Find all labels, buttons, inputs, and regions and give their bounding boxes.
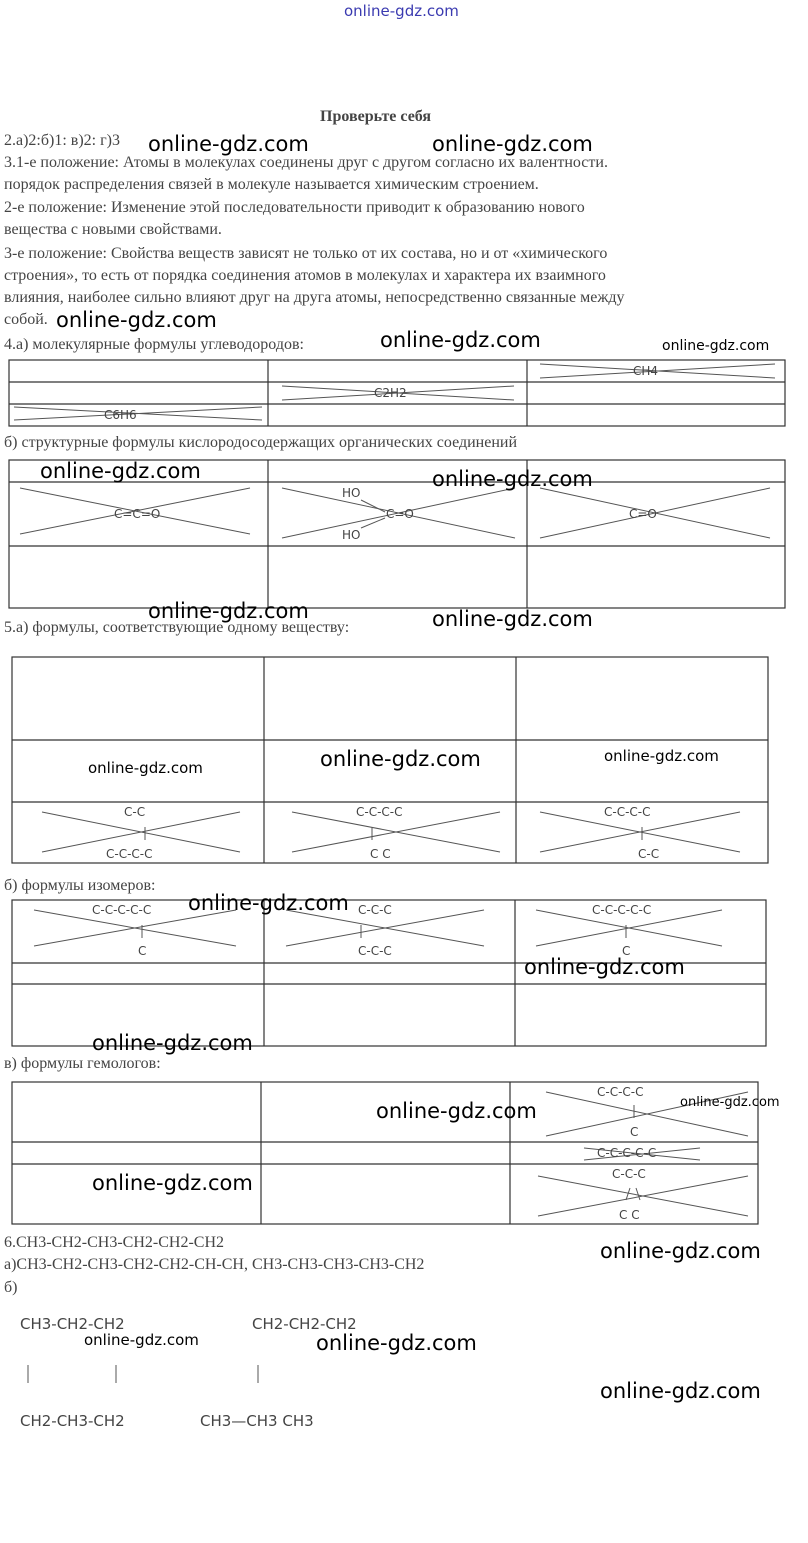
watermark: online-gdz.com <box>92 1171 253 1195</box>
page-title: Проверьте себя <box>320 108 432 125</box>
answer-3-line2: порядок распределения связей в молекуле называется химическим строением. <box>4 176 539 193</box>
answer-4b-label: б) структурные формулы кислородосодержащих органических соединений <box>4 434 518 451</box>
struct-1-bottom: CH2-CH3-CH2 <box>20 1412 125 1430</box>
struct-2-bottom: CH3—CH3 CH3 <box>200 1412 314 1430</box>
answer-6b: б) <box>4 1279 18 1296</box>
watermark: online-gdz.com <box>662 338 770 354</box>
watermark: online-gdz.com <box>92 1031 253 1055</box>
answer-6: 6.CH3-CH2-CH3-CH2-CH2-CH2 <box>4 1234 224 1251</box>
formula-5b-2-top: C-C-C <box>358 903 392 917</box>
formula-5b-3-top: C-C-C-C-C <box>592 903 652 917</box>
watermark: online-gdz.com <box>84 1331 199 1349</box>
formula-ho-top: HO <box>342 486 361 500</box>
formula-5c-1-bottom: C <box>630 1125 639 1139</box>
formula-5a-3-bottom: C-C <box>638 847 660 861</box>
formula-5a-1-bottom: C-C-C-C <box>106 847 153 861</box>
watermark: online-gdz.com <box>432 132 593 156</box>
answer-5c-label: в) формулы гемологов: <box>4 1055 161 1072</box>
formula-5c-2: C-C-C-C-C <box>597 1146 657 1160</box>
formula-5c-3-top: C-C-C <box>612 1167 646 1181</box>
answer-6a: а)CH3-CH2-CH3-CH2-CH2-CH-CH, CH3-CH3-CH3-CH3-CH2 <box>4 1256 425 1273</box>
formula-5b-2-bottom: C-C-C <box>358 944 392 958</box>
formula-ch4: CH4 <box>633 364 659 378</box>
formula-carbonic: C=O <box>386 507 414 521</box>
formula-5c-3-bottom: C C <box>619 1208 640 1222</box>
header-watermark: online-gdz.com <box>344 2 459 20</box>
watermark: online-gdz.com <box>56 308 217 332</box>
answer-3-line6: строения», то есть от порядка соединения атомов в молекулах и характера их взаимного <box>4 267 606 284</box>
formula-5a-1-top: C-C <box>124 805 146 819</box>
formula-5a-2-bottom: C C <box>370 847 391 861</box>
formula-5c-1-top: C-C-C-C <box>597 1085 644 1099</box>
watermark: online-gdz.com <box>188 891 349 915</box>
struct-2-top: CH2-CH2-CH2 <box>252 1315 357 1333</box>
answer-3-line3: 2-е положение: Изменение этой последовательности приводит к образованию нового <box>4 199 585 216</box>
formula-5a-2-top: C-C-C-C <box>356 805 403 819</box>
formula-ketene: C=C=O <box>114 507 161 521</box>
watermark: online-gdz.com <box>600 1239 761 1263</box>
watermark: online-gdz.com <box>376 1099 537 1123</box>
struct-1-top: CH3-CH2-CH2 <box>20 1315 125 1333</box>
answer-4a-label: 4.а) молекулярные формулы углеводородов: <box>4 336 304 353</box>
watermark: online-gdz.com <box>88 759 203 777</box>
formula-5a-3-top: C-C-C-C <box>604 805 651 819</box>
formula-ho-bottom: HO <box>342 528 361 542</box>
answer-3-line7: влияния, наиболее сильно влияют друг на друга атомы, непосредственно связанные между <box>4 289 625 306</box>
answer-5a-label: 5.а) формулы, соответствующие одному веществу: <box>4 619 350 636</box>
formula-c2h2: C2H2 <box>374 386 407 400</box>
watermark: online-gdz.com <box>316 1331 477 1355</box>
answer-3-line1: 3.1-е положение: Атомы в молекулах соединены друг с другом согласно их валентности. <box>4 154 608 171</box>
answer-5b-label: б) формулы изомеров: <box>4 877 156 894</box>
watermark: online-gdz.com <box>600 1379 761 1403</box>
formula-5b-1-top: C-C-C-C-C <box>92 903 152 917</box>
watermark: online-gdz.com <box>680 1095 780 1110</box>
watermark: online-gdz.com <box>40 459 201 483</box>
watermark: online-gdz.com <box>148 132 309 156</box>
formula-5b-3-bottom: C <box>622 944 631 958</box>
formula-5b-1-bottom: C <box>138 944 147 958</box>
formula-co: C=O <box>629 507 657 521</box>
answer-2: 2.а)2:б)1: в)2: г)3 <box>4 132 121 149</box>
watermark: online-gdz.com <box>320 747 481 771</box>
watermark: online-gdz.com <box>524 955 685 979</box>
answer-3-line8: собой. <box>4 311 48 328</box>
watermark: online-gdz.com <box>432 467 593 491</box>
watermark: online-gdz.com <box>432 607 593 631</box>
answer-3-line5: 3-е положение: Свойства веществ зависят не только от их состава, но и от «химического <box>4 245 608 262</box>
formula-c6h6: C6H6 <box>104 408 137 422</box>
watermark: online-gdz.com <box>380 328 541 352</box>
answer-3-line4: вещества с новыми свойствами. <box>4 221 222 238</box>
watermark: online-gdz.com <box>148 599 309 623</box>
watermark: online-gdz.com <box>604 747 719 765</box>
